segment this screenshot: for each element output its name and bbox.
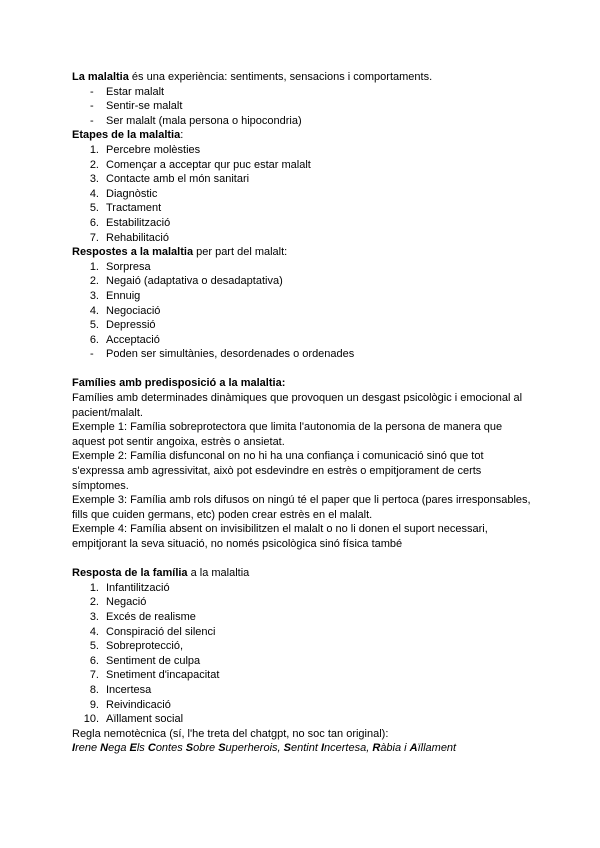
section-families-heading: Famílies amb predisposició a la malaltia:: [72, 377, 286, 390]
resposta-familia-list: [72, 581, 532, 727]
list-item: 1. Percebre molèsties: [89, 143, 201, 156]
list-item: 1. Infantilització: [89, 581, 170, 594]
list-item: 2. Negació: [89, 596, 147, 609]
mnemonic-rule-line: Regla nemotècnica (sí, l'he treta del chatgpt, no soc tan original):: [72, 727, 389, 740]
families-example-2: Exemple 2: Família disfunconal on no hi ha una confiança i comunicació sinó que tot s'expressa amb agressivitat, això pot esdevindre en estrès o empitjorament de certs símptomes.: [72, 450, 484, 492]
heading-bold: La malaltia: [72, 71, 129, 83]
respostes-note: [72, 347, 532, 362]
list-item: 3. Contacte amb el món sanitari: [89, 173, 250, 186]
mnemonic-phrase: Irene Nega Els Contes Sobre Superherois, Sentint Incertesa, Ràbia i Aïllament: [72, 742, 457, 755]
heading-bold: Respostes a la malaltia: [72, 246, 194, 259]
heading-bold: Resposta de la família: [72, 567, 188, 580]
document-page: [72, 70, 532, 756]
families-example-3: Exemple 3: Família amb rols difusos on ningú té el paper que li pertoca (pares irresponsables, fills que cuiden germans, etc) poden crear estrès en el malalt.: [72, 494, 531, 521]
list-item: - Sentir-se malalt: [90, 100, 183, 113]
families-example-4: Exemple 4: Família absent on invisibilitzen el malalt o no li donen el suport necessari, empitjorant la seva situació, no només psicològica sinó física també: [72, 523, 488, 550]
heading-bold: Etapes de la malaltia: [72, 129, 181, 142]
list-item: 2. Començar a acceptar qur puc estar malalt: [89, 158, 311, 171]
families-paragraph: Famílies amb determinades dinàmiques que provoquen un desgast psicològic i emocional al pacient/malalt.: [72, 392, 523, 419]
list-item: - Estar malalt: [90, 85, 165, 98]
list-item: 5. Tractament: [89, 202, 162, 215]
respostes-list: [72, 260, 532, 348]
list-item: 4. Negociació: [89, 304, 161, 317]
list-item: 10. Aïllament social: [83, 713, 184, 726]
heading-rest: a la malaltia: [187, 567, 250, 580]
etapes-list: [72, 143, 532, 245]
list-item: 9. Reivindicació: [89, 698, 171, 711]
heading-rest: :: [180, 129, 184, 142]
list-item: 5. Depressió: [89, 319, 156, 332]
list-item: 6. Sentiment de culpa: [89, 654, 201, 667]
malaltia-list: [72, 85, 532, 129]
section-respostes-heading: [72, 245, 532, 260]
list-item: - Poden ser simultànies, desordenades o ordenades: [90, 348, 355, 361]
families-example-1: Exemple 1: Família sobreprotectora que limita l'autonomia de la persona de manera que aquest pot sentir angoixa, estrès o ansietat.: [72, 421, 503, 448]
list-item: 4. Conspiració del silenci: [89, 625, 216, 638]
heading-rest: per part del malalt:: [193, 246, 288, 259]
list-item: 8. Incertesa: [89, 683, 152, 696]
list-item: 6. Estabilització: [89, 216, 171, 229]
list-item: 3. Ennuig: [89, 289, 141, 302]
section-resposta-familia-heading: [72, 566, 532, 581]
list-item: 3. Excés de realisme: [89, 610, 196, 623]
list-item: 2. Negaió (adaptativa o desadaptativa): [89, 275, 283, 288]
list-item: 4. Diagnòstic: [89, 187, 158, 200]
list-item: 1. Sorpresa: [89, 260, 151, 273]
section-malaltia-heading: [72, 70, 532, 85]
list-item: 7. Snetiment d'incapacitat: [89, 669, 220, 682]
list-item: 7. Rehabilitació: [89, 231, 169, 244]
list-item: 5. Sobreprotecció,: [89, 640, 184, 653]
list-item: - Ser malalt (mala persona o hipocondria): [90, 114, 302, 127]
list-item: 6. Acceptació: [89, 333, 160, 346]
heading-rest: és una experiència: sentiments, sensacions i comportaments.: [128, 71, 433, 83]
section-etapes-heading: [72, 128, 532, 143]
